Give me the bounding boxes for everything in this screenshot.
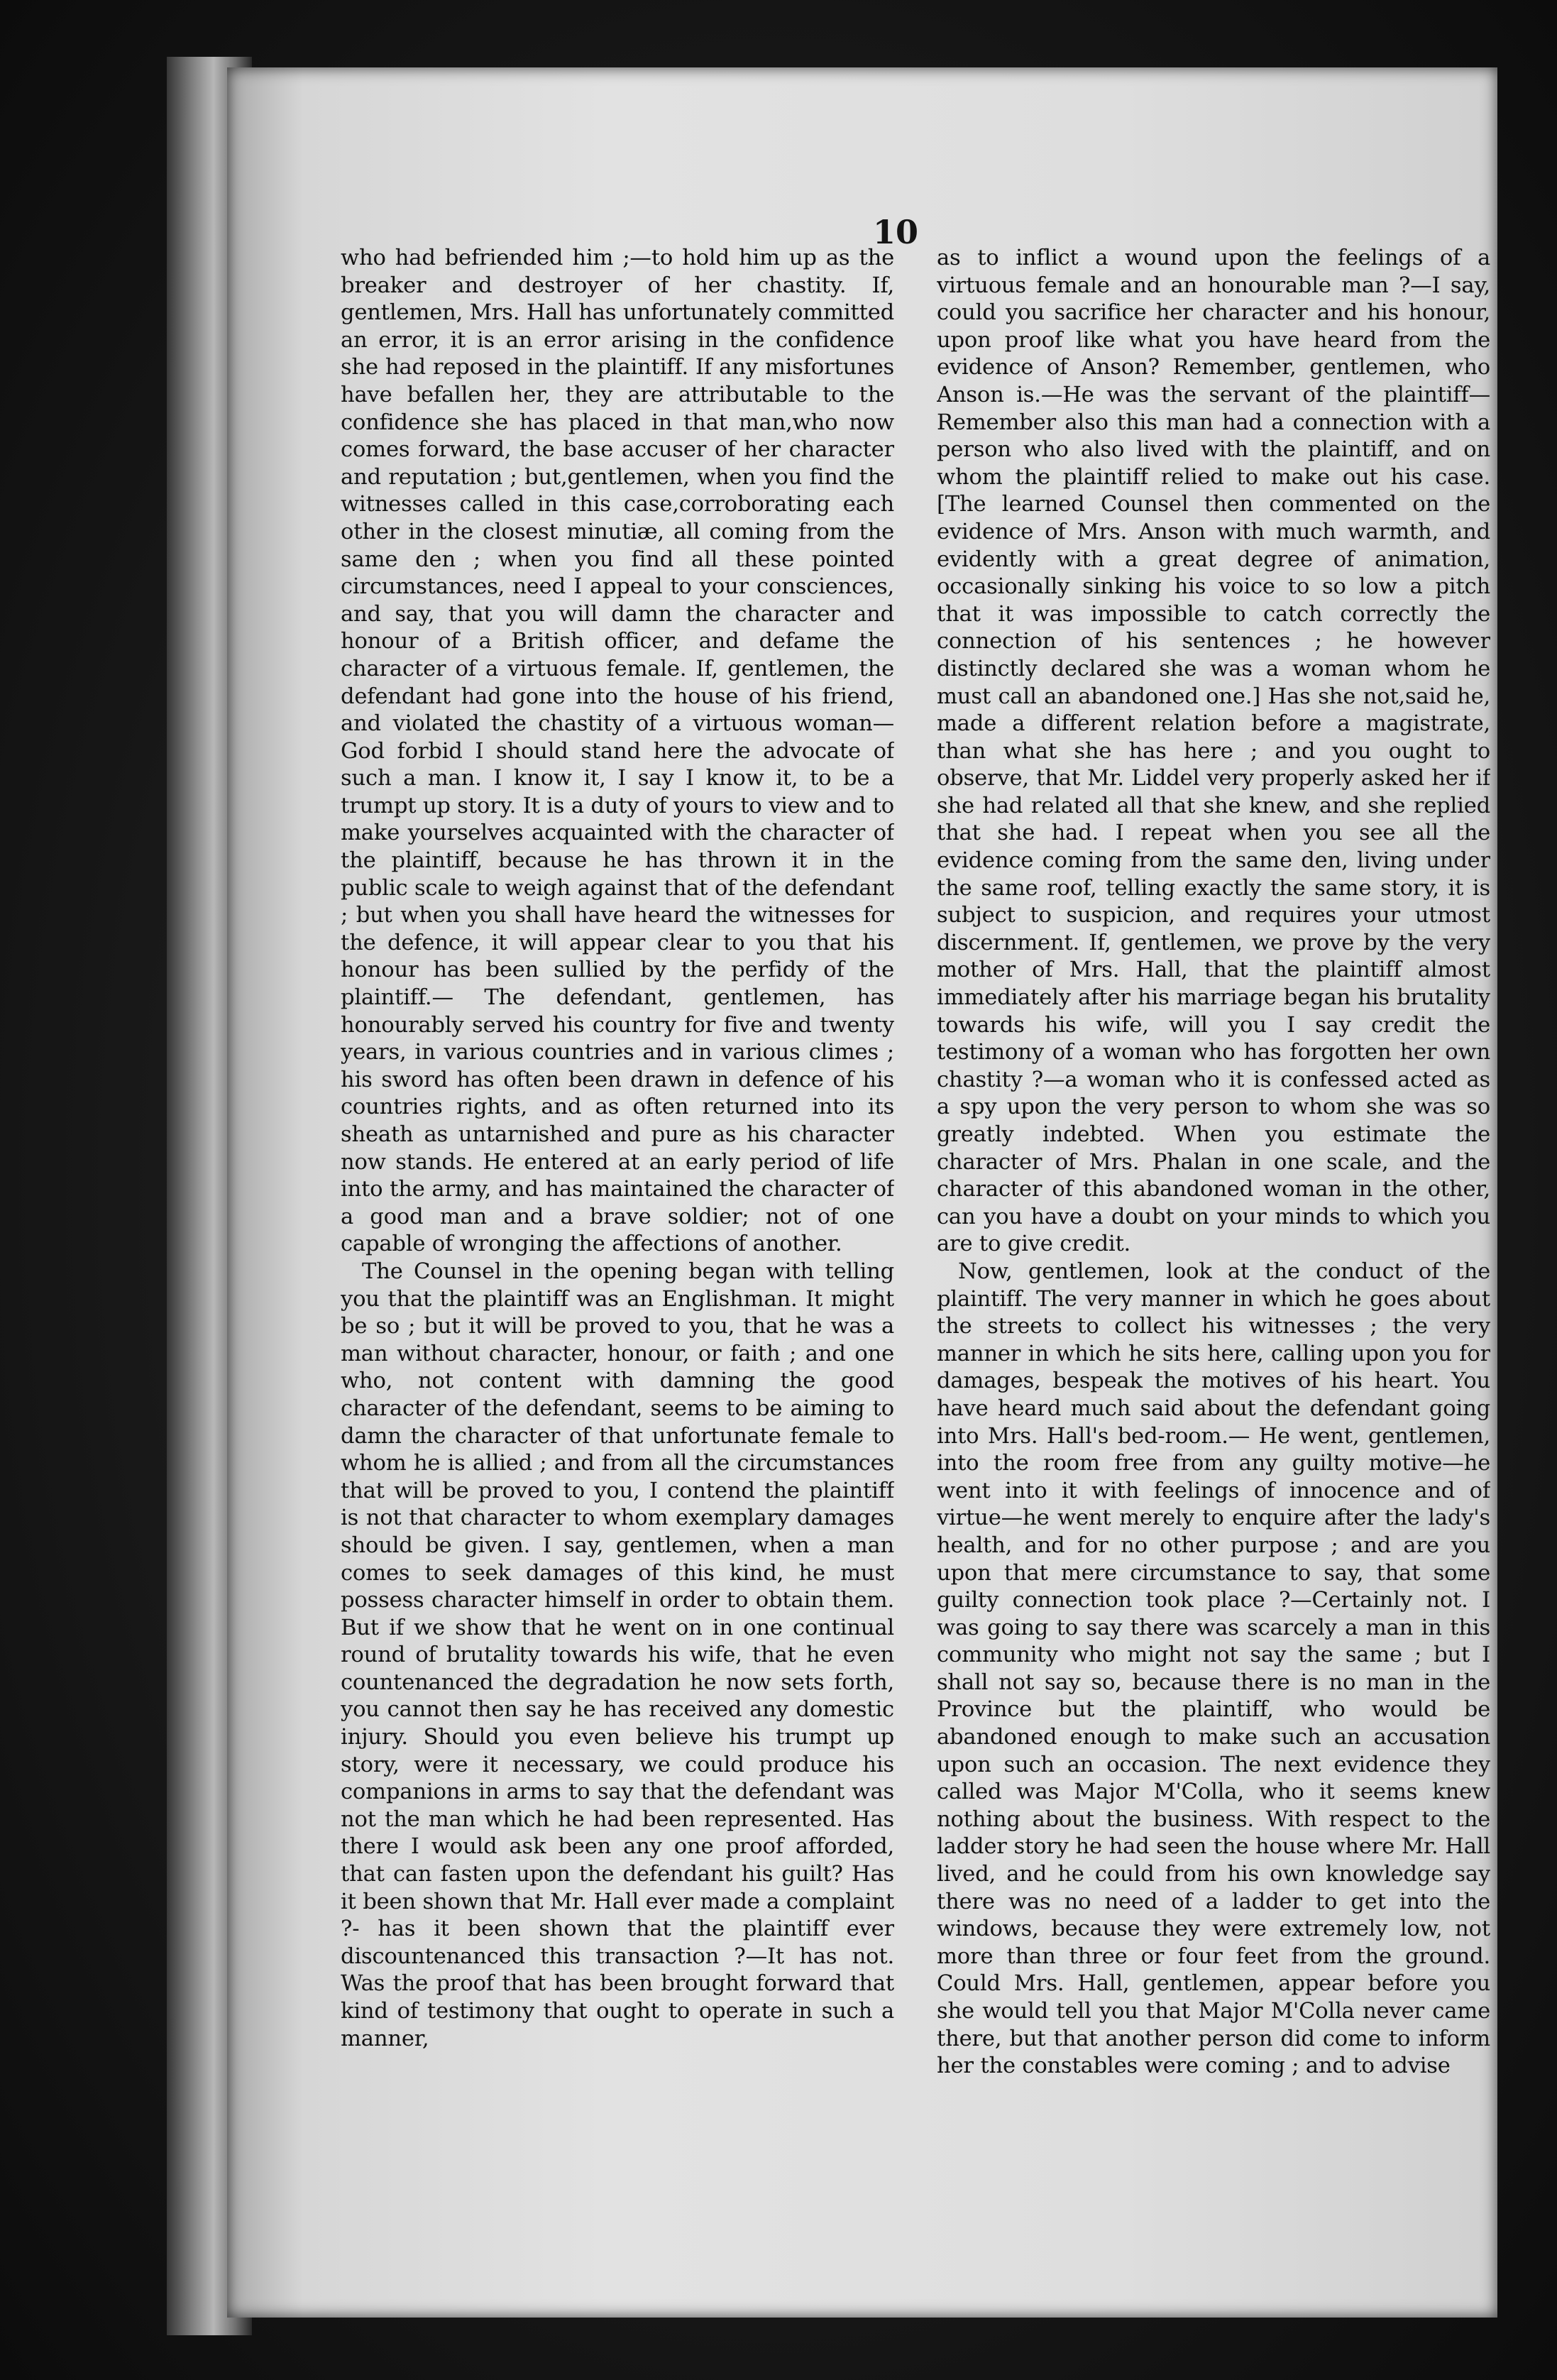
- right-column: [937, 245, 1490, 2105]
- left-paragraph-1: who had befriended him ;—to hold him up as the breaker and destroyer of her chastity. If, gentlemen, Mrs. Hall has unfortunately committed an error, it is an error arising in the confidence she had reposed in the plaintiff. If any misfortunes have befallen her, they are attributable to the confidence she has placed in that man,who now comes forward, the base accuser of her character and reputation ; but,gentlemen, when you find the witnesses called in this case,corroborating each other in the closest minutiæ, all coming from the same den ; when you find all these pointed circumstances, need I appeal to your consciences, and say, that you will damn the character and honour of a British officer, and defame the character of a virtuous female. If, gentlemen, the defendant had gone into the house of his friend, and violated the chastity of a virtuous woman— God forbid I should stand here the advocate of such a man. I know it, I say I know it, to be a trumpt up story. It is a duty of yours to view and to make yourselves acquainted with the character of the plaintiff, because he has thrown it in the public scale to weigh against that of the defendant ; but when you shall have heard the witnesses for the defence, it will appear clear to you that his honour has been sullied by the perfidy of the plaintiff.— The defendant, gentlemen, has honourably served his country for five and twenty years, in various countries and in various climes ; his sword has often been drawn in defence of his countries rights, and as often returned into its sheath as untarnished and pure as his character now stands. He entered at an early period of life into the army, and has maintained the character of a good man and a brave soldier; not of one capable of wronging the affections of another.: [341, 246, 894, 1257]
- page-number: 10: [873, 213, 919, 251]
- right-paragraph-1: as to inflict a wound upon the feelings of a virtuous female and an honourable man ?—I say, could you sacrifice her character and his honour, upon proof like what you have heard from the evidence of Anson? Remember, gentlemen, who Anson is.—He was the servant of the plaintiff—Remember also this man had a connection with a person who also lived with the plaintiff, and on whom the plaintiff relied to make out his case. [The learned Counsel then commented on the evidence of Mrs. Anson with much warmth, and evidently with a great degree of animation, occasionally sinking his voice to so low a pitch that it was impossible to catch correctly the connection of his sentences ; he however distinctly declared she was a woman whom he must call an abandoned one.] Has she not,said he, made a different relation before a magistrate, than what she has here ; and you ought to observe, that Mr. Liddel very properly asked her if she had related all that she knew, and she replied that she had. I repeat when you see all the evidence coming from the same den, living under the same roof, telling exactly the same story, it is subject to suspicion, and requires your utmost discernment. If, gentlemen, we prove by the very mother of Mrs. Hall, that the plaintiff almost immediately after his marriage began his brutality towards his wife, will you I say credit the testimony of a woman who has forgotten her own chastity ?—a woman who it is confessed acted as a spy upon the very person to whom she was so greatly indebted. When you estimate the character of Mrs. Phalan in one scale, and the character of this abandoned woman in the other, can you have a doubt on your minds to which you are to give credit.: [937, 246, 1490, 1257]
- left-paragraph-2: The Counsel in the opening began with telling you that the plaintiff was an Englishman. It might be so ; but it will be proved to you, that he was a man without character, honour, or faith ; and one who, not content with damning the good character of the defendant, seems to be aiming to damn the character of that unfortunate female to whom he is allied ; and from all the circumstances that will be proved to you, I contend the plaintiff is not that character to whom exemplary damages should be given. I say, gentlemen, when a man comes to seek damages of this kind, he must possess character himself in order to obtain them. But if we show that he went on in one continual round of brutality towards his wife, that he even countenanced the degradation he now sets forth, you cannot then say he has received any domestic injury. Should you even believe his trumpt up story, were it necessary, we could produce his companions in arms to say that the defendant was not the man which he had been represented. Has there I would ask been any one proof afforded, that can fasten upon the defendant his guilt? Has it been shown that Mr. Hall ever made a complaint ?- has it been shown that the plaintiff ever discountenanced this transaction ?—It has not. Was the proof that has been brought forward that kind of testimony that ought to operate in such a manner,: [341, 1258, 894, 2051]
- text-columns: [341, 245, 1490, 2105]
- right-paragraph-2: Now, gentlemen, look at the conduct of the plaintiff. The very manner in which he goes about the streets to collect his witnesses ; the very manner in which he sits here, calling upon you for damages, bespeak the motives of his heart. You have heard much said about the defendant going into Mrs. Hall's bed-room.— He went, gentlemen, into the room free from any guilty motive—he went into it with feelings of innocence and of virtue—he went merely to enquire after the lady's health, and for no other purpose ; and are you upon that mere circumstance to say, that some guilty connection took place ?—Certainly not. I was going to say there was scarcely a man in this community who might not say the same ; but I shall not say so, because there is no man in the Province but the plaintiff, who would be abandoned enough to make such an accusation upon such an occasion. The next evidence they called was Major M'Colla, who it seems knew nothing about the business. With respect to the ladder story he had seen the house where Mr. Hall lived, and he could from his own knowledge say there was no need of a ladder to get into the windows, because they were extremely low, not more than three or four feet from the ground. Could Mrs. Hall, gentlemen, appear before you she would tell you that Major M'Colla never came there, but that another person did come to inform her the constables were coming ; and to advise: [937, 1258, 1490, 2079]
- left-column: [341, 245, 894, 2105]
